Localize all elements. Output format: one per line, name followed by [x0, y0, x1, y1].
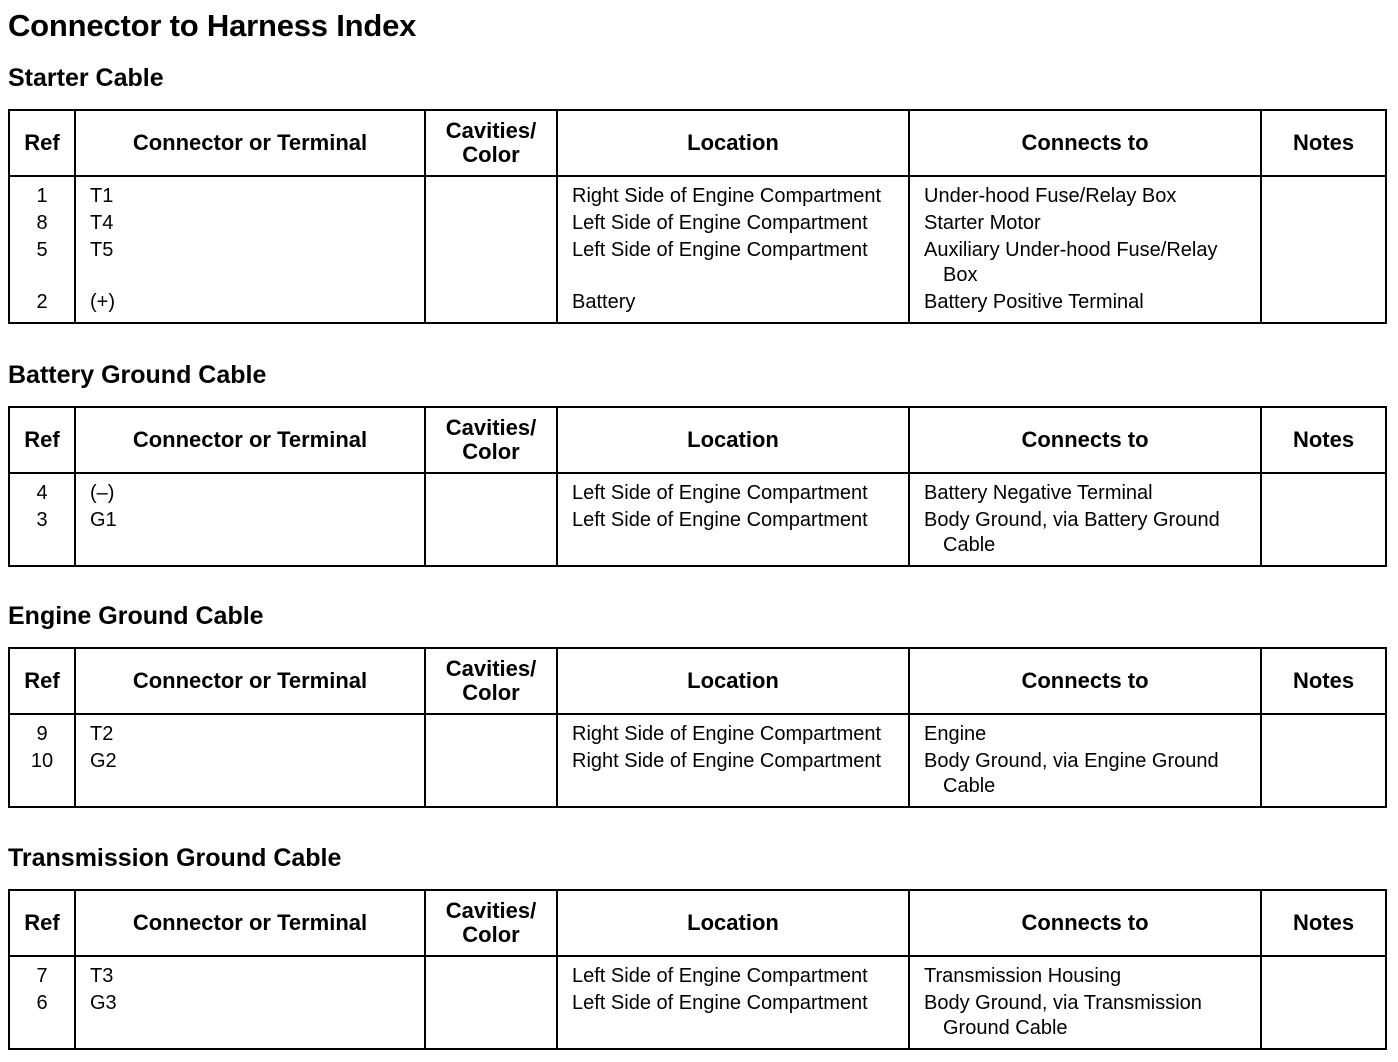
header-notes: Notes [1261, 110, 1386, 176]
ref-cell: 1 [9, 176, 75, 209]
connects-to-cell [909, 176, 1261, 209]
header-ref: Ref [9, 407, 75, 473]
connects-to-text: Battery Negative Terminal [924, 482, 1153, 504]
connects-to-cell [909, 473, 1261, 506]
connects-to-text: Body Ground, via Battery Ground Cable [924, 509, 1220, 556]
table-row [9, 176, 1386, 209]
location-cell: Right Side of Engine Compartment [557, 747, 909, 807]
header-row [9, 648, 1386, 714]
header-connects-to: Connects to [909, 110, 1261, 176]
header-connects-to: Connects to [909, 407, 1261, 473]
connector-cell: T4 [75, 209, 425, 236]
cavities-color-cell [425, 473, 557, 506]
notes-cell [1261, 714, 1386, 747]
cavities-color-cell [425, 956, 557, 989]
connects-to-text: Engine [924, 723, 987, 745]
connector-cell: (+) [75, 288, 425, 323]
notes-cell [1261, 989, 1386, 1049]
notes-cell [1261, 288, 1386, 323]
cavities-color-cell [425, 714, 557, 747]
connects-to-text: Body Ground, via Engine Ground Cable [924, 750, 1219, 797]
location-cell: Battery [557, 288, 909, 323]
notes-cell [1261, 956, 1386, 989]
table-row [9, 956, 1386, 989]
header-cavities-color [425, 648, 557, 714]
engine-ground-cable-section-title: Engine Ground Cable [8, 602, 264, 630]
location-cell: Left Side of Engine Compartment [557, 473, 909, 506]
ref-cell: 4 [9, 473, 75, 506]
table-row [9, 473, 1386, 506]
location-cell: Left Side of Engine Compartment [557, 956, 909, 989]
ref-cell: 9 [9, 714, 75, 747]
connects-to-cell [909, 714, 1261, 747]
cavities-color-cell [425, 176, 557, 209]
connector-cell: T3 [75, 956, 425, 989]
connector-cell: T5 [75, 236, 425, 288]
header-connector-or-terminal: Connector or Terminal [75, 648, 425, 714]
location-cell: Left Side of Engine Compartment [557, 989, 909, 1049]
header-connects-to: Connects to [909, 648, 1261, 714]
connects-to-cell [909, 209, 1261, 236]
connector-cell: G1 [75, 506, 425, 566]
header-notes: Notes [1261, 407, 1386, 473]
table-row [9, 714, 1386, 747]
connects-to-cell [909, 506, 1261, 566]
location-cell: Left Side of Engine Compartment [557, 209, 909, 236]
page-title: Connector to Harness Index [8, 8, 417, 43]
table-row [9, 506, 1386, 566]
header-row [9, 110, 1386, 176]
header-location: Location [557, 890, 909, 956]
connects-to-cell [909, 747, 1261, 807]
ref-cell: 10 [9, 747, 75, 807]
connects-to-cell [909, 956, 1261, 989]
connector-cell: T2 [75, 714, 425, 747]
location-cell: Left Side of Engine Compartment [557, 236, 909, 288]
header-cavities-line: Cavities/ [445, 118, 537, 143]
header-ref: Ref [9, 890, 75, 956]
engine-ground-cable-table [8, 647, 1387, 808]
ref-cell: 2 [9, 288, 75, 323]
header-color-line: Color [462, 142, 520, 167]
cavities-color-cell [425, 989, 557, 1049]
table-row [9, 236, 1386, 288]
cavities-color-cell [425, 506, 557, 566]
header-connector-or-terminal: Connector or Terminal [75, 890, 425, 956]
header-row [9, 407, 1386, 473]
notes-cell [1261, 176, 1386, 209]
header-notes: Notes [1261, 648, 1386, 714]
location-cell: Right Side of Engine Compartment [557, 176, 909, 209]
header-location: Location [557, 407, 909, 473]
connector-cell: (–) [75, 473, 425, 506]
header-connector-or-terminal: Connector or Terminal [75, 407, 425, 473]
connects-to-text: Body Ground, via Transmission Ground Cable [924, 992, 1202, 1039]
connector-cell: T1 [75, 176, 425, 209]
notes-cell [1261, 506, 1386, 566]
transmission-ground-cable-table [8, 889, 1387, 1050]
header-color-line: Color [462, 922, 520, 947]
header-color-line: Color [462, 439, 520, 464]
connects-to-text: Transmission Housing [924, 965, 1122, 987]
cavities-color-cell [425, 747, 557, 807]
transmission-ground-cable-section-title: Transmission Ground Cable [8, 844, 342, 872]
header-cavities-color [425, 110, 557, 176]
ref-cell: 3 [9, 506, 75, 566]
connects-to-cell [909, 989, 1261, 1049]
connects-to-text: Under-hood Fuse/Relay Box [924, 185, 1177, 207]
connects-to-text: Auxiliary Under-hood Fuse/Relay Box [924, 239, 1218, 286]
header-cavities-line: Cavities/ [445, 898, 537, 923]
header-cavities-line: Cavities/ [445, 415, 537, 440]
connector-cell: G3 [75, 989, 425, 1049]
connects-to-text: Battery Positive Terminal [924, 291, 1144, 313]
header-location: Location [557, 648, 909, 714]
connects-to-cell [909, 236, 1261, 288]
ref-cell: 6 [9, 989, 75, 1049]
notes-cell [1261, 473, 1386, 506]
header-connector-or-terminal: Connector or Terminal [75, 110, 425, 176]
battery-ground-cable-section-title: Battery Ground Cable [8, 361, 267, 389]
location-cell: Right Side of Engine Compartment [557, 714, 909, 747]
cavities-color-cell [425, 288, 557, 323]
table-row [9, 288, 1386, 323]
header-notes: Notes [1261, 890, 1386, 956]
connector-cell: G2 [75, 747, 425, 807]
header-color-line: Color [462, 680, 520, 705]
header-ref: Ref [9, 110, 75, 176]
starter-cable-section-title: Starter Cable [8, 64, 164, 92]
header-row [9, 890, 1386, 956]
notes-cell [1261, 209, 1386, 236]
header-cavities-color [425, 407, 557, 473]
ref-cell: 8 [9, 209, 75, 236]
connects-to-cell [909, 288, 1261, 323]
starter-cable-table [8, 109, 1387, 324]
header-connects-to: Connects to [909, 890, 1261, 956]
table-row [9, 209, 1386, 236]
ref-cell: 7 [9, 956, 75, 989]
header-ref: Ref [9, 648, 75, 714]
battery-ground-cable-table [8, 406, 1387, 567]
header-cavities-color [425, 890, 557, 956]
table-row [9, 989, 1386, 1049]
cavities-color-cell [425, 209, 557, 236]
connects-to-text: Starter Motor [924, 212, 1041, 234]
header-cavities-line: Cavities/ [445, 656, 537, 681]
ref-cell: 5 [9, 236, 75, 288]
notes-cell [1261, 236, 1386, 288]
notes-cell [1261, 747, 1386, 807]
location-cell: Left Side of Engine Compartment [557, 506, 909, 566]
cavities-color-cell [425, 236, 557, 288]
table-row [9, 747, 1386, 807]
header-location: Location [557, 110, 909, 176]
